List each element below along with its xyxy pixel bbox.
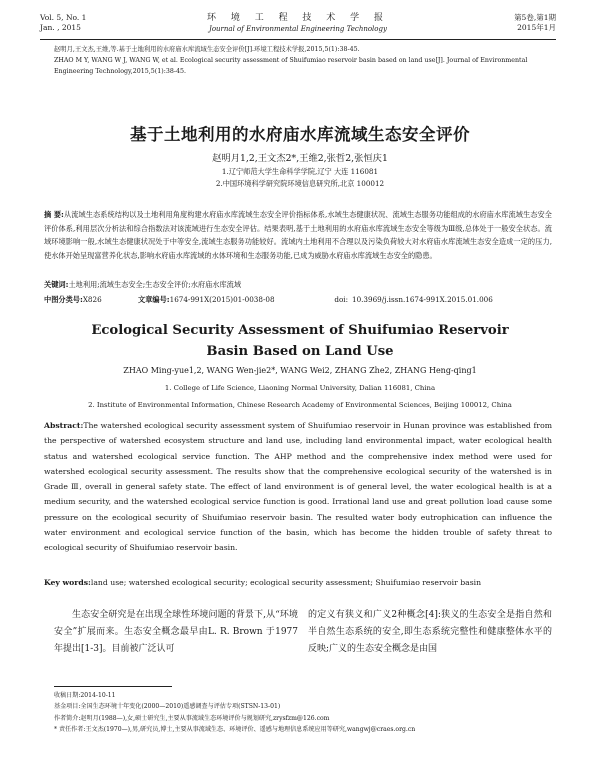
body-text xyxy=(54,607,552,658)
article-title-en-line2: Basin Based on Land Use xyxy=(206,344,394,359)
document-number xyxy=(138,295,290,305)
journal-name-en: Journal of Environmental Engineering Technology xyxy=(209,25,387,33)
footnote-received: 收稿日期:2014-10-11 xyxy=(54,692,116,699)
abstract-en-text: The watershed ecological security assessment system of Shuifumiao reservoir in Hunan province was established from the perspective of watershed ecosystem structure and land use, including land environmental impact, water ecological health status and watershed ecological service function. The AHP method and the comprehensive index method were used for watershed ecological security assessment. The results show that the comprehensive ecological security of the watershed is in Grade Ⅲ, overall in general safety state. The effect of land environment is of general level, the water ecological health is at a medium security, and the watershed ecological service function is good. Irrational land use and great pollution load cause some pressure on the ecological security of Shuifumiao reservoir basin. The resulted water body eutrophication can influence the water environment and ecological service function of the basin, which has become the hidden trouble of safety threat to ecological security of Shuifumiao reservoir basin. xyxy=(44,421,552,553)
footnote-divider xyxy=(54,686,172,687)
citation-cn: 赵明月,王文杰,王维,等.基于土地利用的水府庙水库流域生态安全评价[J].环境工程技术学报,2015,5(1):38-45. xyxy=(54,46,360,53)
journal-name-cn: 环 境 工 程 技 术 学 报 xyxy=(206,13,390,23)
citation-en-2: Engineering Technology,2015,5(1):38-45. xyxy=(54,68,186,75)
header-divider xyxy=(40,39,556,40)
keywords-cn xyxy=(44,280,552,290)
doi-value: 10.3969/j.issn.1674-991X.2015.01.006 xyxy=(352,295,493,304)
keywords-en-text: land use; watershed ecological security; ecological security assessment; Shuifumiao reservoir basin xyxy=(90,578,482,587)
volume-issue: Vol. 5, No. 1 xyxy=(40,13,87,22)
footnote-funding: 基金项目:全国生态环境十年变化(2000—2010)遥感调查与评估专项(STSN-13-01) xyxy=(54,703,281,711)
journal-name xyxy=(40,13,556,34)
abstract-cn-label: 摘 要: xyxy=(44,210,64,219)
issue-date-cn: 2015年1月 xyxy=(517,23,556,32)
affiliation-cn-1: 1.辽宁师范大学生命科学学院,辽宁 大连 116081 xyxy=(221,167,379,176)
keywords-cn-label: 关键词: xyxy=(44,280,69,289)
abstract-cn xyxy=(44,208,552,262)
authors-cn: 赵明月1,2,王文杰2*,王维2,张哲2,张恒庆1 xyxy=(212,153,388,164)
abstract-cn-text: 从流域生态系统结构以及土地利用角度构建水府庙水库流域生态安全评价指标体系,水域生态健康状况、流域生态服务功能组成的水府庙水库流域生态安全评价体系,利用层次分析法和综合指数法对该流域进行生态安全评估。结果表明,基于土地利用的水府庙水库流域生态安全等级为Ⅲ级,总体处于一般安全状态。流域环境影响一般,水域生态健康状况处于中等安全,流域生态服务功能较好。流域内土地利用不合理以及污染负荷较大对水府庙水库流域生态安全造成一定的压力,使水体开始呈现富营养化状态,影响水府庙水库流域的水体环境和生态服务功能,已成为威胁水府庙水库流域生态安全的隐患。 xyxy=(44,210,552,260)
citation-block xyxy=(54,44,552,77)
citation-en-1: ZHAO M Y, WANG W J, WANG W, et al. Ecological security assessment of Shuifumiao reservoir basin based on land use[J]. Journal of Environmental xyxy=(54,57,528,64)
article-title-cn: 基于土地利用的水府庙水库流域生态安全评价 xyxy=(130,125,470,144)
body-column-right: 的定义有狭义和广义2种概念[4]:狭义的生态安全是指自然和半自然生态系统的安全,即生态系统完整性和健康整体水平的反映;广义的生态安全概念是由国 xyxy=(308,610,552,654)
issue-date-en: Jan. , 2015 xyxy=(40,23,81,32)
keywords-en-label: Key words: xyxy=(44,578,91,587)
classification-row xyxy=(44,295,552,305)
article-title-en xyxy=(0,320,600,362)
doi-label: doi: xyxy=(334,295,348,304)
affiliation-en-1: 1. College of Life Science, Liaoning Normal University, Dalian 116081, China xyxy=(164,384,436,392)
footnotes xyxy=(54,690,560,735)
abstract-en xyxy=(44,418,552,556)
footnote-author: 作者简介:赵明月(1988—),女,硕士研究生,主要从事流域生态环境评价与规划研究,zrysfzm@126.com xyxy=(54,714,330,722)
clc-label: 中图分类号: xyxy=(44,295,83,304)
clc-number xyxy=(44,295,138,305)
body-column-left: 生态安全研究是在出现全球性环境问题的背景下,从“环境安全”扩展而来。生态安全概念最早由L. R. Brown 于1977年提出[1-3]。目前被广泛认可 xyxy=(54,610,298,654)
doc-value: 1674-991X(2015)01-0038-08 xyxy=(169,295,275,304)
affiliation-en-2: 2. Institute of Environmental Information, Chinese Research Academy of Environmental Sciences, Beijing 100012, China xyxy=(88,401,512,409)
keywords-en xyxy=(44,578,552,587)
volume-issue-cn: 第5卷,第1期 xyxy=(514,13,556,22)
article-title-en-line1: Ecological Security Assessment of Shuifumiao Reservoir xyxy=(91,323,509,338)
affiliation-cn-2: 2.中国环境科学研究院环境信息研究所,北京 100012 xyxy=(215,179,385,188)
abstract-en-label: Abstract: xyxy=(44,421,84,430)
authors-en: ZHAO Ming-yue1,2, WANG Wen-jie2*, WANG Wei2, ZHANG Zhe2, ZHANG Heng-qing1 xyxy=(123,366,477,375)
doc-label: 文章编号: xyxy=(138,295,170,304)
footnote-corresponding: * 责任作者:王文杰(1970—),男,研究员,博士,主要从事流域生态、环境评价、遥感与地理信息系统应用等研究,wangwj@craes.org.cn xyxy=(54,725,416,733)
running-head-right xyxy=(514,13,556,33)
clc-value: X826 xyxy=(82,295,102,304)
keywords-cn-text: 土地利用;流域生态安全;生态安全评价;水府庙水库流域 xyxy=(68,280,242,289)
